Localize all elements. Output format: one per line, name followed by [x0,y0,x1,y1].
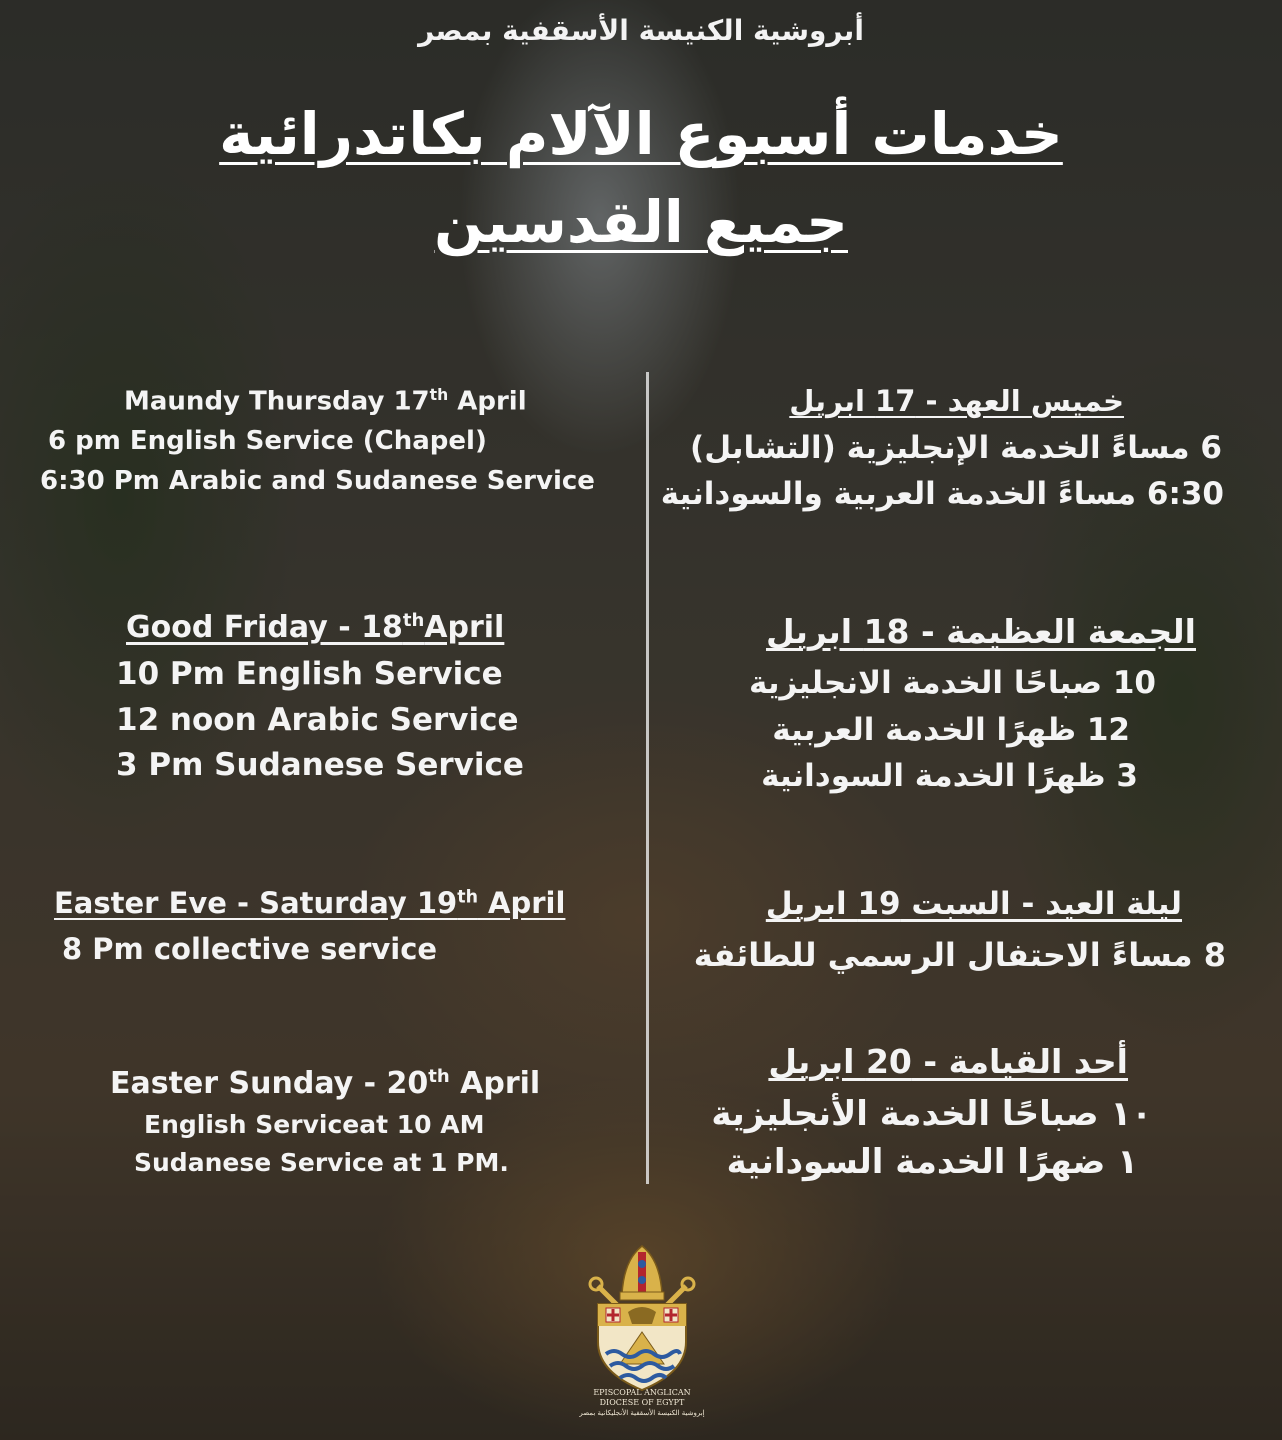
en-friday-line: 3 Pm Sudanese Service [116,747,524,783]
en-friday-heading: Good Friday - 18thApril [126,610,505,645]
ar-sunday-line: ١ ضهرًا الخدمة السودانية [726,1142,1138,1182]
ar-thursday-line: 6:30 مساءً الخدمة العربية والسودانية [660,476,1224,512]
en-saturday-heading: Easter Eve - Saturday 19th April [54,886,566,920]
ar-saturday-heading: ليلة العيد - السبت 19 ابريل [765,886,1182,922]
en-sunday-heading: Easter Sunday - 20th April [110,1066,541,1101]
en-sunday-line: Sudanese Service at 1 PM. [134,1148,509,1177]
page-title-line1: خدمات أسبوع الآلام بكاتدرائية [219,100,1063,168]
ar-sunday-heading: أحد القيامة - 20 ابريل [768,1042,1128,1081]
column-divider [646,372,649,1184]
ar-sunday-line: ١٠ صباحًا الخدمة الأنجليزية [711,1094,1152,1134]
en-friday-line: 10 Pm English Service [116,656,503,692]
ar-saturday-line: 8 مساءً الاحتفال الرسمي للطائفة [693,936,1226,974]
diocese-name: أبروشية الكنيسة الأسقفية بمصر [418,14,864,47]
en-saturday-line: 8 Pm collective service [62,932,438,966]
en-thursday-line: 6 pm English Service (Chapel) [48,426,487,456]
en-sunday-line: English Serviceat 10 AM [144,1110,485,1139]
ar-friday-line: 3 ظهرًا الخدمة السودانية [761,758,1138,794]
ar-friday-heading: الجمعة العظيمة - 18 ابريل [765,612,1196,651]
logo-caption: EPISCOPAL ANGLICAN DIOCESE OF EGYPT إبروشية الكنيسة الأسقفية الأنجليكانية بمصر [579,1388,705,1417]
ar-thursday-heading: خميس العهد - 17 ابريل [789,384,1124,418]
ar-friday-line: 12 ظهرًا الخدمة العربية [772,712,1130,748]
en-thursday-line: 6:30 Pm Arabic and Sudanese Service [40,466,595,496]
ar-thursday-line: 6 مساءً الخدمة الإنجليزية (التشابل) [690,430,1222,466]
en-thursday-heading: Maundy Thursday 17th April [124,386,527,417]
ar-friday-line: 10 صباحًا الخدمة الانجليزية [749,665,1156,701]
en-friday-line: 12 noon Arabic Service [116,702,519,738]
page-title-line2: جميع القدسين [434,188,848,256]
